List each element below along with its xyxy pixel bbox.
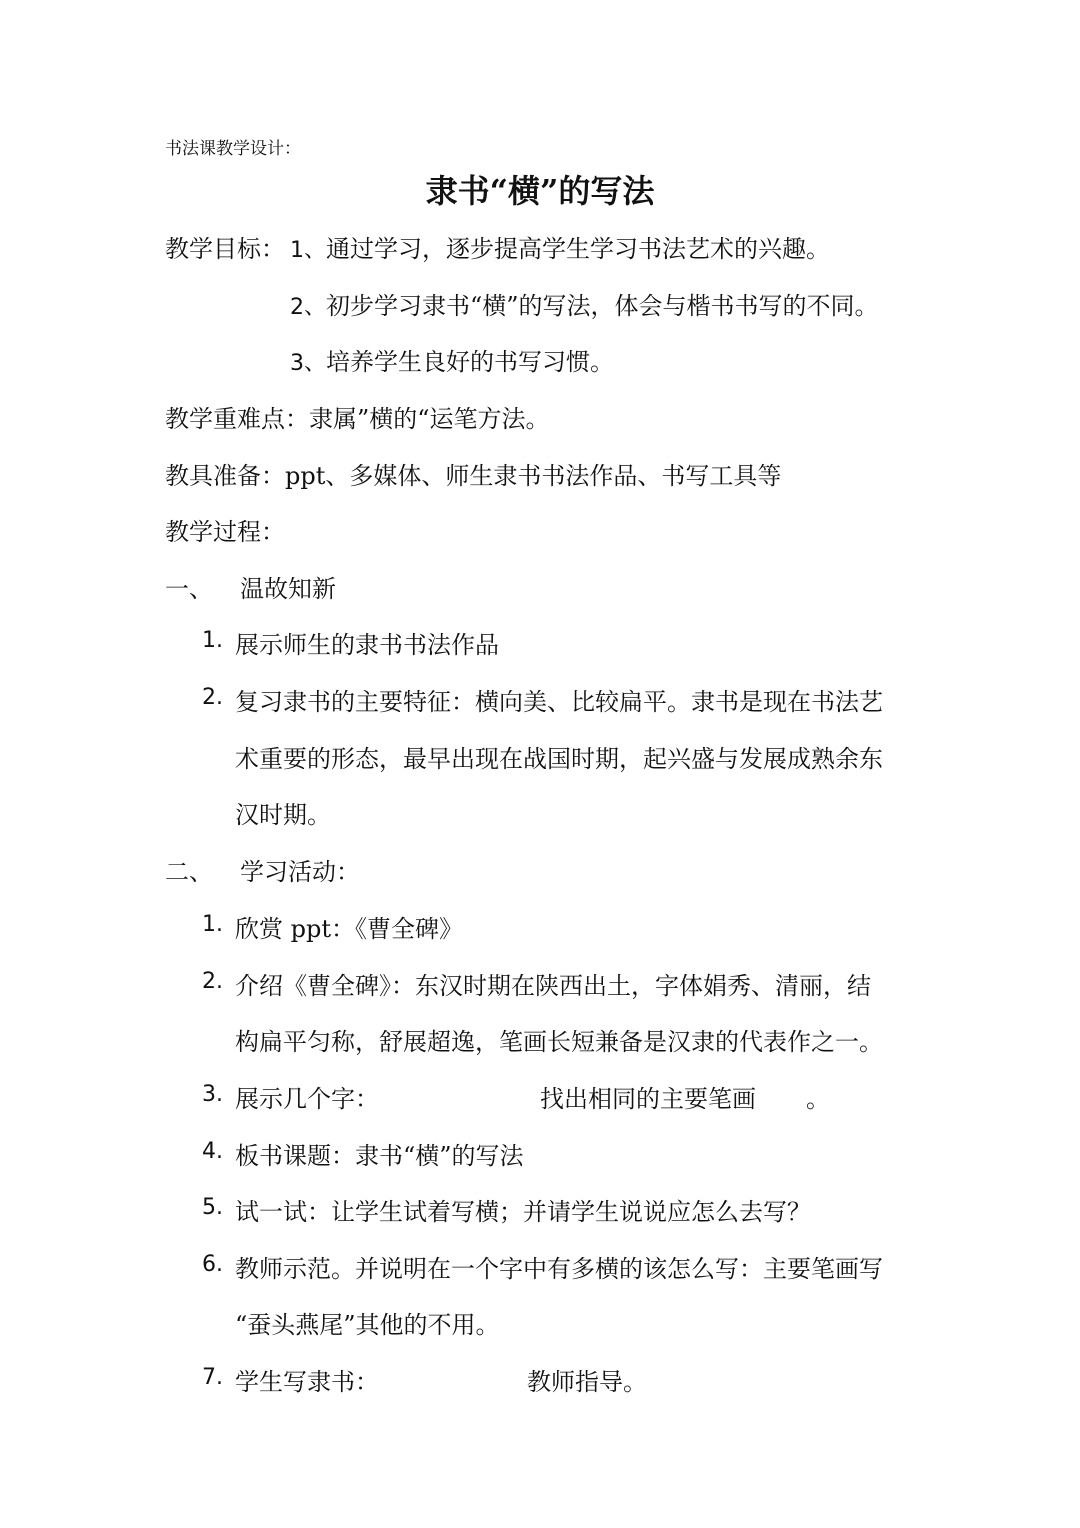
list-item-text: 板书课题：隶书“横”的写法 [235,1142,524,1170]
list-item-text: 教师示范。并说明在一个字中有多横的该怎么写：主要笔画写 [235,1255,883,1283]
goal-item-2 [290,286,879,321]
process-label: 教学过程： [165,518,285,546]
materials-label: 教具准备： [165,462,285,490]
materials [165,456,781,491]
list-item-number: 5. [202,1195,223,1220]
goal-text: 初步学习隶书“横”的写法，体会与楷书书写的不同。 [326,292,879,320]
list-item-text: 汉时期。 [235,801,331,829]
list-item-text: 欣赏 ppt：《曹全碑》 [235,915,463,943]
list-item-extra: 找出相同的主要笔画 [540,1085,756,1113]
list-item-text: 试一试：让学生试着写横；并请学生说说应怎么去写？ [235,1198,811,1226]
list-item-number: 4. [202,1139,223,1164]
key-points [165,399,550,434]
goal-number: 1、 [290,238,326,263]
goal-number: 3、 [290,351,326,376]
goal-item-3 [290,342,614,377]
list-item-number: 6. [202,1252,223,1277]
list-item-text: 展示几个字： [235,1085,379,1113]
list-item-text: 构扁平匀称，舒展超逸，笔画长短兼备是汉隶的代表作之一。 [235,1028,883,1056]
goal-text: 通过学习，逐步提高学生学习书法艺术的兴趣。 [326,235,830,263]
list-item-number: 7. [202,1365,223,1390]
materials-text: ppt、多媒体、师生隶书书法作品、书写工具等 [285,462,782,490]
list-item-number: 2. [202,969,223,994]
list-item-text: 术重要的形态，最早出现在战国时期，起兴盛与发展成熟余东 [235,745,883,773]
list-item-text: 复习隶书的主要特征：横向美、比较扁平。隶书是现在书法艺 [235,688,883,716]
list-item-number: 1. [202,912,223,937]
list-item-number: 2. [202,685,223,710]
list-item-number: 3. [202,1082,223,1107]
section-1-number: 一、 [165,575,213,603]
list-item-extra: 教师指导。 [527,1368,647,1396]
document-title: 隶书“横”的写法 [425,172,655,210]
goals-label: 教学目标： [165,235,285,263]
section-1-heading: 温故知新 [240,575,336,603]
document-header: 书法课教学设计： [165,139,301,159]
goal-number: 2、 [290,295,326,320]
goal-text: 培养学生良好的书写习惯。 [326,348,614,376]
list-item-text: “蚕头燕尾”其他的不用。 [235,1311,500,1339]
list-item-number: 1. [202,628,223,653]
list-item-end: 。 [806,1085,830,1113]
list-item-text: 展示师生的隶书书法作品 [235,631,499,659]
key-points-label: 教学重难点： [165,405,309,433]
goal-item-1 [290,229,830,264]
section-2-number: 二、 [165,858,213,886]
section-2-heading: 学习活动： [240,858,360,886]
list-item-text: 学生写隶书： [235,1368,379,1396]
list-item-text: 介绍《曹全碑》：东汉时期在陕西出土，字体娟秀、清丽，结 [235,972,871,1000]
key-points-text: 隶属”横的“运笔方法。 [309,405,550,433]
